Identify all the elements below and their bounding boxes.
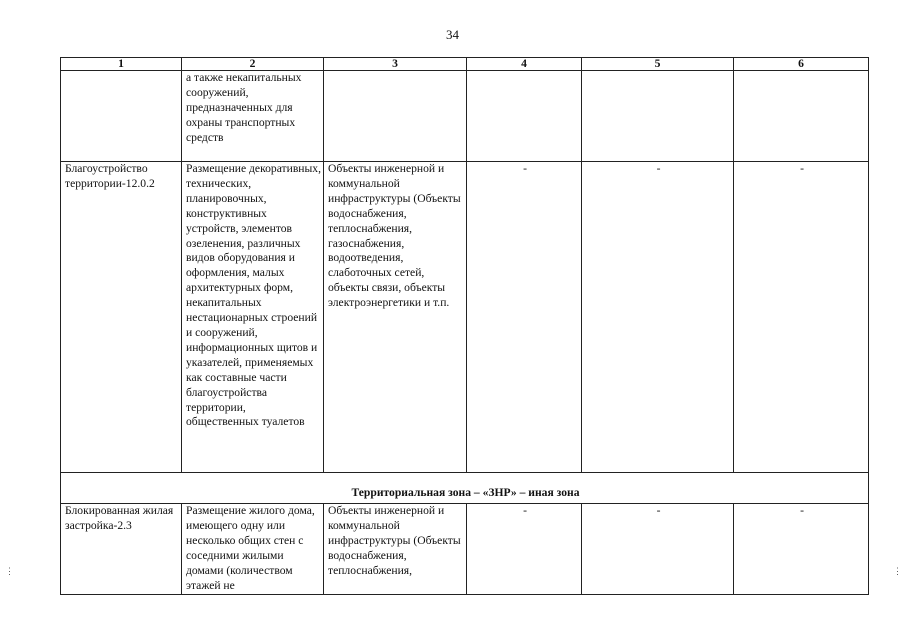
cell-use-type: Блокированная жилая застройка-2.3 [61,504,182,595]
cell-description: а также некапитальных сооружений, предназначенных для охраны транспортных средств [182,71,324,162]
cell-description: Размещение жилого дома, имеющего одну или несколько общих стен с соседними жилыми домами (количеством этажей не [182,504,324,595]
column-header: 3 [324,58,467,71]
cell-col4: - [467,504,582,595]
column-header: 6 [734,58,869,71]
cell-col6 [734,71,869,162]
header-row [61,58,869,71]
right-scan-mark: ⋮ [893,566,902,576]
cell-auxiliary-use [324,71,467,162]
cell-use-type: Благоустройство территории-12.0.2 [61,162,182,473]
column-header: 4 [467,58,582,71]
table-row [61,504,869,595]
cell-col4 [467,71,582,162]
cell-col5 [582,71,734,162]
left-scan-mark: ⋮ [5,566,14,576]
table-row [61,71,869,162]
cell-col6: - [734,162,869,473]
cell-auxiliary-use: Объекты инженерной и коммунальной инфраструктуры (Объекты водоснабжения, теплоснабжения, [324,504,467,595]
cell-col5: - [582,162,734,473]
column-header: 2 [182,58,324,71]
cell-use-type [61,71,182,162]
cell-col6: - [734,504,869,595]
page-number: 34 [446,27,459,42]
column-header: 5 [582,58,734,71]
column-header: 1 [61,58,182,71]
table-row [61,162,869,473]
cell-auxiliary-use: Объекты инженерной и коммунальной инфраструктуры (Объекты водоснабжения, теплоснабжения, газоснабжения, водоотведения, слаботочных сетей, объекты связи, объекты электроэнергетики и т.п. [324,162,467,473]
zone-heading-row [61,473,869,504]
land-use-table [60,57,869,595]
cell-description: Размещение декоративных, технических, планировочных, конструктивных устройств, элементов озеленения, различных видов оборудования и оформления, малых архитектурных форм, некапитальных нестационарных строений и сооружений, информационных щитов и указателей, применяемых как составные части благоустройства территории, общественных туалетов [182,162,324,473]
cell-col4: - [467,162,582,473]
zone-heading: Территориальная зона – «ЗНР» – иная зона [61,473,869,504]
cell-col5: - [582,504,734,595]
